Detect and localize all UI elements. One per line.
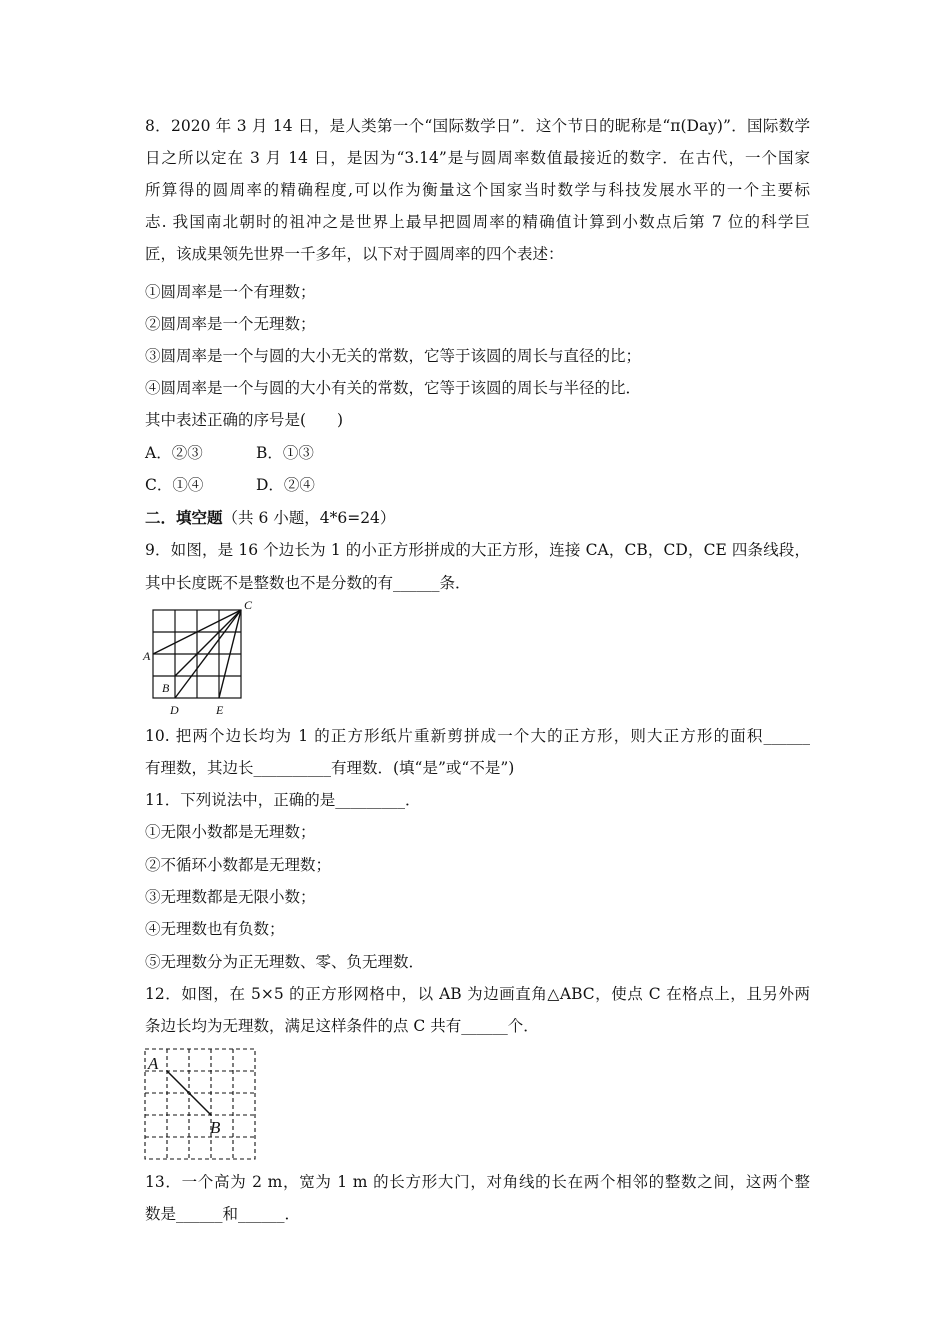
q12-line-1: 12．如图，在 5×5 的正方形网格中，以 AB 为边画直角△ABC，使点 C 在格点上，且另外两 xyxy=(145,985,810,1003)
q11-statement-2: ②不循环小数都是无理数； xyxy=(145,856,332,874)
q11-statement-4: ④无理数也有负数； xyxy=(145,920,285,938)
segment-cb xyxy=(175,610,241,676)
q8-statement-4: ④圆周率是一个与圆的大小有关的常数，它等于该圆的周长与半径的比． xyxy=(145,379,642,397)
q9-label-e: E xyxy=(216,703,224,717)
q12-line-2: 条边长均为无理数，满足这样条件的点 C 共有______个． xyxy=(145,1017,539,1035)
q12-label-b: B xyxy=(210,1118,221,1137)
section-heading xyxy=(145,508,810,528)
q12-label-a: A xyxy=(148,1054,159,1073)
q8-option-c: C．①④ xyxy=(145,476,204,494)
q9-label-d: D xyxy=(170,703,179,717)
q9-grid-figure xyxy=(140,600,270,720)
q8-statement-3: ③圆周率是一个与圆的大小无关的常数，它等于该圆的周长与直径的比； xyxy=(145,347,642,365)
q8-statement-2: ②圆周率是一个无理数； xyxy=(145,315,316,333)
q9-label-b: B xyxy=(162,681,170,695)
q9-line-1: 9．如图，是 16 个边长为 1 的小正方形拼成的大正方形，连接 CA，CB，CD，CE 四条线段， xyxy=(145,541,810,559)
q9-label-c: C xyxy=(244,598,253,612)
q10-line-2: 有理数，其边长__________有理数．(填“是”或“不是”) xyxy=(145,759,515,777)
q8-line-1: 8．2020 年 3 月 14 日，是人类第一个“国际数学日”．这个节日的昵称是“π(Day)”．国际数学 xyxy=(145,117,810,135)
section-title: 二．填空题 xyxy=(145,508,223,527)
q11-statement-5: ⑤无理数分为正无理数、零、负无理数． xyxy=(145,953,425,971)
q9-label-a: A xyxy=(143,649,151,663)
q8-line-2: 日之所以定在 3 月 14 日，是因为“3.14”是与圆周率数值最接近的数字．在古代，一个国家 xyxy=(145,149,810,167)
q8-option-a: A．②③ xyxy=(145,444,203,462)
q8-option-d: D．②④ xyxy=(256,476,315,494)
q8-question: 其中表述正确的序号是( ) xyxy=(145,411,344,429)
q12-grid-figure xyxy=(140,1044,260,1164)
q10-line-1: 10. 把两个边长均为 1 的正方形纸片重新剪拼成一个大的正方形，则大正方形的面积______ xyxy=(145,727,810,745)
q8-line-4: 志. 我国南北朝时的祖冲之是世界上最早把圆周率的精确值计算到小数点后第 7 位的科学巨 xyxy=(145,213,810,231)
q13-line-1: 13．一个高为 2 m，宽为 1 m 的长方形大门，对角线的长在两个相邻的整数之间，这两个整 xyxy=(145,1173,810,1191)
q11-question: 11．下列说法中，正确的是_________． xyxy=(145,791,421,809)
q11-statement-3: ③无理数都是无限小数； xyxy=(145,888,316,906)
q8-statement-1: ①圆周率是一个有理数； xyxy=(145,283,316,301)
q8-option-b: B．①③ xyxy=(256,444,314,462)
q13-line-2: 数是______和______． xyxy=(145,1205,301,1223)
q8-line-5: 匠，该成果领先世界一千多年，以下对于圆周率的四个表述： xyxy=(145,245,564,263)
section-subtitle: （共 6 小题，4*6=24） xyxy=(222,509,396,527)
q8-line-3: 所算得的圆周率的精确程度,可以作为衡量这个国家当时数学与科技发展水平的一个主要标 xyxy=(145,181,810,199)
q9-line-2: 其中长度既不是整数也不是分数的有______条． xyxy=(145,574,471,592)
q11-statement-1: ①无限小数都是无理数； xyxy=(145,823,316,841)
